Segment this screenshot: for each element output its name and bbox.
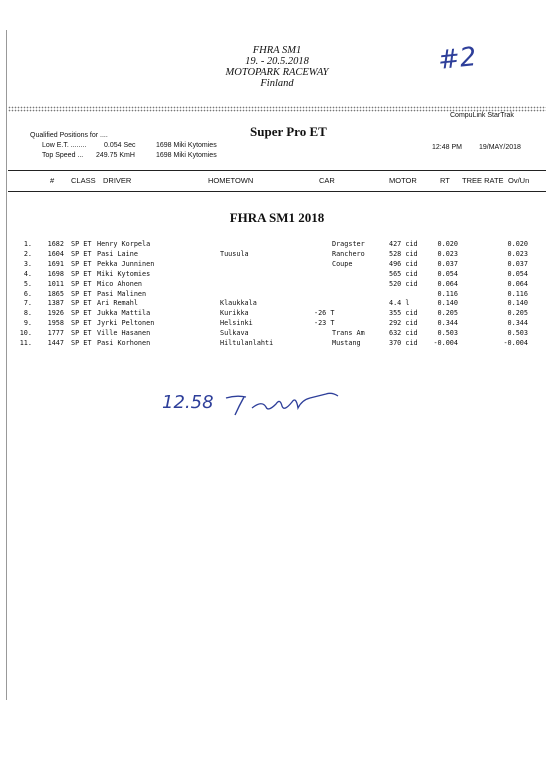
table-row — [0, 270, 554, 279]
top-speed-car: 1698 Miki Kytomies — [156, 152, 217, 159]
event-dates: 19. - 20.5.2018 — [245, 56, 309, 67]
cell-ovun: 0.064 — [507, 279, 528, 288]
cell-motor: 496 cid — [389, 259, 418, 268]
cell-motor: 520 cid — [389, 279, 418, 288]
handwritten-signature — [222, 386, 352, 420]
low-et-value: 0.054 Sec — [104, 142, 136, 149]
cell-cls: SP ET — [71, 309, 92, 318]
low-et-label: Low E.T. ........ — [42, 142, 87, 149]
cell-rt: 0.503 — [437, 329, 458, 338]
cell-pos: 8. — [23, 309, 32, 318]
low-et-car: 1698 Miki Kytomies — [156, 142, 217, 149]
qualified-title: Qualified Positions for .... — [30, 132, 108, 139]
cell-driver: Ari Remahl — [97, 299, 138, 308]
handwritten-time: 12.58 — [162, 392, 214, 413]
table-row — [0, 240, 554, 249]
cell-motor: 4.4 l — [389, 299, 410, 308]
cell-cls: SP ET — [71, 279, 92, 288]
cell-hometown: Sulkava — [220, 329, 249, 338]
cell-pos: 2. — [23, 249, 32, 258]
cell-pos: 7. — [23, 299, 32, 308]
header-bottom-rule — [8, 191, 546, 192]
cell-cls: SP ET — [71, 339, 92, 347]
cell-pos: 4. — [23, 269, 32, 278]
cell-hometown: Tuusula — [220, 249, 249, 258]
compulink-label: CompuLink StarTrak — [450, 112, 514, 119]
cell-driver: Ville Hasanen — [97, 329, 151, 338]
cell-extra: -26 T — [314, 309, 335, 318]
cell-ovun: -0.004 — [503, 339, 528, 347]
cell-driver: Mico Ahonen — [97, 279, 143, 288]
cell-rt: 0.037 — [437, 259, 458, 268]
cell-hometown: Kurikka — [220, 309, 249, 318]
table-row — [0, 309, 554, 318]
cell-pos: 9. — [23, 319, 32, 328]
cell-rt: -0.004 — [433, 339, 458, 347]
cell-num: 1926 — [47, 309, 64, 318]
col-num: # — [50, 176, 55, 185]
cell-motor: 292 cid — [389, 319, 418, 328]
cell-driver: Henry Korpela — [97, 240, 151, 248]
cell-num: 1604 — [47, 249, 64, 258]
cell-cls: SP ET — [71, 249, 92, 258]
table-row — [0, 250, 554, 259]
cell-ovun: 0.023 — [507, 249, 528, 258]
cell-num: 1865 — [47, 289, 64, 298]
print-time: 12:48 PM — [432, 144, 462, 151]
cell-num: 1387 — [47, 299, 64, 308]
cell-car: Coupe — [332, 259, 353, 268]
cell-ovun: 0.037 — [507, 259, 528, 268]
cell-motor: 370 cid — [389, 339, 418, 347]
col-ovun: Ov/Un — [508, 176, 530, 185]
cell-car: Ranchero — [332, 249, 365, 258]
cell-num: 1691 — [47, 259, 64, 268]
cell-rt: 0.205 — [437, 309, 458, 318]
cell-car: Trans Am — [332, 329, 365, 338]
col-hometown: HOMETOWN — [208, 176, 254, 185]
cell-motor: 632 cid — [389, 329, 418, 338]
cell-ovun: 0.020 — [507, 240, 528, 248]
cell-num: 1698 — [47, 269, 64, 278]
cell-cls: SP ET — [71, 269, 92, 278]
table-row — [0, 280, 554, 289]
cell-rt: 0.064 — [437, 279, 458, 288]
cell-motor: 427 cid — [389, 240, 418, 248]
cell-pos: 6. — [23, 289, 32, 298]
print-date: 19/MAY/2018 — [479, 144, 521, 151]
event-title: FHRA SM1 — [252, 45, 302, 56]
table-row — [0, 339, 554, 348]
cell-cls: SP ET — [71, 319, 92, 328]
section-title: FHRA SM1 2018 — [229, 210, 325, 225]
top-speed-value: 249.75 KmH — [96, 152, 135, 159]
col-motor: MOTOR — [389, 176, 417, 185]
cell-driver: Jukka Mattila — [97, 309, 151, 318]
cell-pos: 5. — [23, 279, 32, 288]
cell-ovun: 0.344 — [507, 319, 528, 328]
cell-pos: 11. — [19, 339, 32, 347]
cell-driver: Pasi Korhonen — [97, 339, 151, 347]
cell-driver: Miki Kytomies — [97, 269, 151, 278]
cell-num: 1958 — [47, 319, 64, 328]
cell-num: 1682 — [47, 240, 64, 248]
country: Finland — [260, 78, 294, 89]
cell-car: Dragster — [332, 240, 365, 248]
cell-hometown: Helsinki — [220, 319, 253, 328]
page-edge-line — [6, 30, 7, 700]
handwritten-page-number: #2 — [436, 42, 478, 76]
cell-motor: 355 cid — [389, 309, 418, 318]
class-title: Super Pro ET — [250, 124, 327, 139]
track-name: MOTOPARK RACEWAY — [225, 67, 329, 78]
cell-cls: SP ET — [71, 240, 92, 248]
cell-hometown: Klaukkala — [220, 299, 257, 308]
col-class: CLASS — [71, 176, 96, 185]
cell-pos: 10. — [19, 329, 32, 338]
cell-rt: 0.116 — [437, 289, 458, 298]
cell-num: 1777 — [47, 329, 64, 338]
table-row — [0, 290, 554, 299]
table-row — [0, 319, 554, 328]
table-row — [0, 329, 554, 338]
cell-driver: Pasi Laine — [97, 249, 138, 258]
cell-driver: Pasi Malinen — [97, 289, 147, 298]
cell-num: 1447 — [47, 339, 64, 347]
cell-extra: -23 T — [314, 319, 335, 328]
cell-motor: 528 cid — [389, 249, 418, 258]
cell-motor: 565 cid — [389, 269, 418, 278]
cell-pos: 3. — [23, 259, 32, 268]
cell-driver: Pekka Junninen — [97, 259, 155, 268]
col-rt: RT — [440, 176, 450, 185]
cell-ovun: 0.503 — [507, 329, 528, 338]
cell-rt: 0.140 — [437, 299, 458, 308]
cell-cls: SP ET — [71, 289, 92, 298]
cell-ovun: 0.205 — [507, 309, 528, 318]
cell-cls: SP ET — [71, 329, 92, 338]
cell-num: 1011 — [47, 279, 64, 288]
cell-pos: 1. — [23, 240, 32, 248]
cell-cls: SP ET — [71, 299, 92, 308]
cell-rt: 0.023 — [437, 249, 458, 258]
col-car: CAR — [319, 176, 335, 185]
cell-ovun: 0.140 — [507, 299, 528, 308]
cell-driver: Jyrki Peltonen — [97, 319, 155, 328]
cell-rt: 0.344 — [437, 319, 458, 328]
header-top-rule — [8, 170, 546, 171]
top-speed-label: Top Speed ... — [42, 152, 84, 159]
cell-car: Mustang — [332, 339, 361, 347]
col-tree-rate: TREE RATE — [462, 176, 504, 185]
cell-ovun: 0.116 — [507, 289, 528, 298]
cell-rt: 0.020 — [437, 240, 458, 248]
table-row — [0, 260, 554, 269]
table-row — [0, 299, 554, 308]
cell-cls: SP ET — [71, 259, 92, 268]
cell-ovun: 0.054 — [507, 269, 528, 278]
cell-rt: 0.054 — [437, 269, 458, 278]
col-driver: DRIVER — [103, 176, 132, 185]
cell-hometown: Hiltulanlahti — [220, 339, 274, 347]
